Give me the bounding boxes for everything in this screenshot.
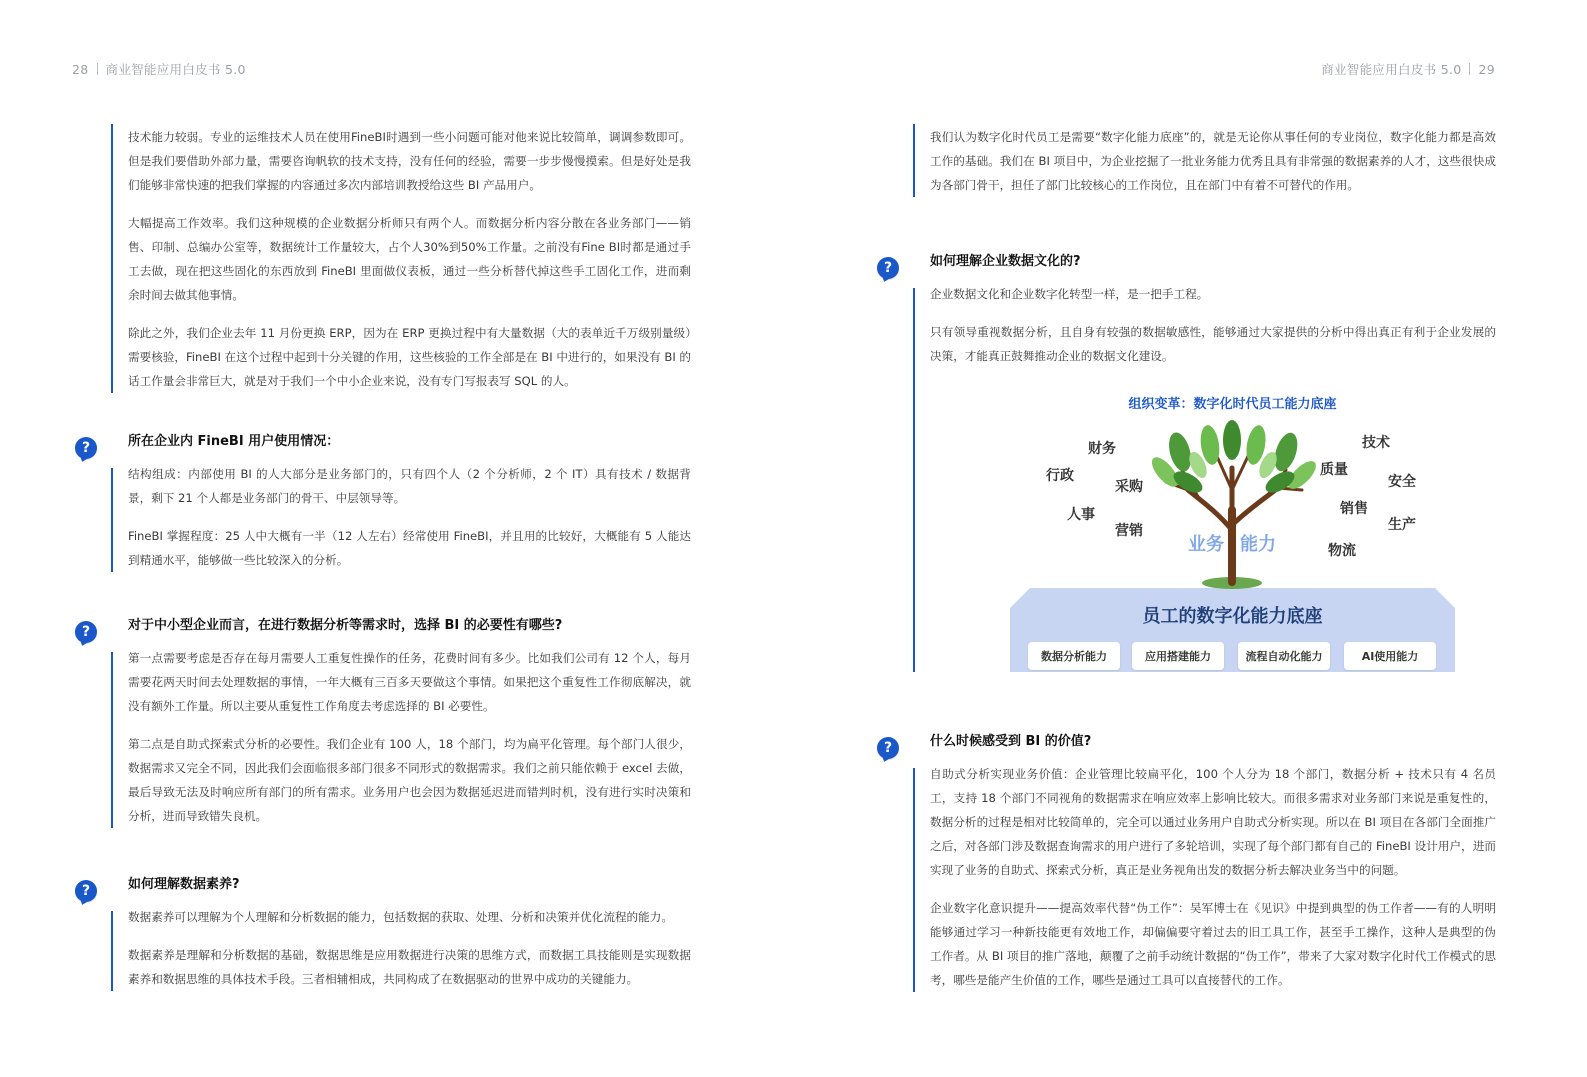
question-icon: ?: [75, 880, 97, 902]
capability-word: 质量: [1320, 462, 1348, 478]
paragraph: FineBI 掌握程度：25 人中大概有一半（12 人左右）经常使用 FineBI，并且用的比较好，大概能有 5 人能达到精通水平，能够做一些比较深入的分析。: [128, 529, 691, 567]
paragraph: 结构组成：内部使用 BI 的人大部分是业务部门的，只有四个人（2 个分析师，2 个 IT）具有技术 / 数据背景，剩下 21 个人都是业务部门的骨干、中层领导等。: [128, 467, 691, 505]
qa-section: [877, 732, 1496, 992]
capability-pill: 流程自动化能力: [1238, 642, 1330, 670]
accent-bar: [111, 468, 113, 572]
question-icon: ?: [877, 257, 899, 279]
right-header-title: 商业智能应用白皮书 5.0: [1321, 62, 1462, 77]
qa-section: [75, 875, 691, 991]
paragraph: 大幅提高工作效率。我们这种规模的企业数据分析师只有两个人。而数据分析内容分散在各业务部门——销售、印制、总编办公室等，数据统计工作量较大，占个人30%到50%工作量。之前没有Fine BI时都是通过手工去做，现在把这些固化的东西放到 FineBI 里面做仪表板，通过一些分析替代掉这些手工固化工作，进而剩余时间去做其他事情。: [128, 216, 691, 302]
qa-block: [111, 875, 691, 991]
accent-bar: [111, 652, 113, 828]
base-title: 员工的数字化能力底座: [1142, 606, 1323, 627]
paragraph: 第二点是自助式探索式分析的必要性。我们企业有 100 人，18 个部门，均为扁平化管理。每个部门人很少，数据需求又完全不同，因此我们会面临很多部门很多不同形式的数据需求。我们之前只能依赖于 excel 去做，最后导致无法及时响应所有部门的所有需求。业务用户也会因为数据延迟进而错判时机，没有进行实时决策和分析，进而导致错失良机。: [128, 737, 691, 823]
qa-section: [75, 432, 691, 572]
question-icon: ?: [75, 437, 97, 459]
question-title: 对于中小型企业而言，在进行数据分析等需求时，选择 BI 的必要性有哪些?: [128, 618, 563, 633]
question-title: 如何理解数据素养?: [128, 877, 240, 892]
qa-block: [111, 432, 691, 572]
capability-word: 营销: [1115, 523, 1143, 539]
core-label-left: 业务: [1188, 534, 1224, 555]
accent-bar: [913, 288, 915, 672]
paragraph: 第一点需要考虑是否存在每月需要人工重复性操作的任务，花费时间有多少。比如我们公司有 12 个人，每月需要花两天时间去处理数据的事情，一年大概有三百多天要做这个事情。如果把这个重复性工作彻底解决，就没有额外工作量。所以主要从重复性工作角度去考虑选择的 BI 必要性。: [128, 651, 691, 713]
paragraph: 只有领导重视数据分析，且自身有较强的数据敏感性，能够通过大家提供的分析中得出真正有利于企业发展的决策，才能真正鼓舞推动企业的数据文化建设。: [930, 325, 1496, 363]
left-header-title: 商业智能应用白皮书 5.0: [105, 62, 246, 77]
capability-word: 财务: [1088, 441, 1116, 457]
accent-bar: [111, 124, 113, 393]
question-title: 所在企业内 FineBI 用户使用情况：: [128, 434, 340, 449]
header-divider: [97, 63, 98, 75]
left-page-number: 28: [72, 62, 89, 77]
question-title: 如何理解企业数据文化的?: [930, 254, 1081, 269]
question-icon: ?: [877, 737, 899, 759]
capability-word: 采购: [1115, 479, 1143, 495]
paragraph: 企业数字化意识提升——提高效率代替“伪工作”：吴军博士在《见识》中提到典型的伪工作者——有的人明明能够通过学习一种新技能更有效地工作，却偏偏要守着过去的旧工具工作，甚至手工操作，这种人是典型的伪工作者。从 BI 项目的推广落地，颠覆了之前手动统计数据的“伪工作”，带来了大家对数字化时代工作模式的思考，哪些是能产生价值的工作，哪些是通过工具可以直接替代的工作。: [930, 901, 1496, 987]
paragraph: 除此之外，我们企业去年 11 月份更换 ERP，因为在 ERP 更换过程中有大量数据（大的表单近千万级别量级）需要核验，FineBI 在这个过程中起到十分关键的作用，这些核验的工作全部是在 BI 中进行的，如果没有 BI 的话工作量会非常巨大，就是对于我们一个中小企业来说，没有专门写报表写 SQL 的人。: [128, 326, 692, 388]
qa-block: [111, 616, 691, 828]
accent-bar: [913, 768, 915, 992]
paragraph: 数据素养是理解和分析数据的基础，数据思维是应用数据进行决策的思维方式，而数据工具技能则是实现数据素养和数据思维的具体技术手段。三者相辅相成，共同构成了在数据驱动的世界中成功的关键能力。: [128, 948, 691, 986]
capability-pill: 应用搭建能力: [1132, 642, 1224, 670]
right-page-header: [1321, 60, 1495, 78]
right-intro-block: [913, 124, 1496, 197]
right-page-number: 29: [1478, 62, 1495, 77]
tree-trunk: [1166, 452, 1302, 582]
capability-word: 销售: [1340, 501, 1368, 517]
paragraph: 自助式分析实现业务价值：企业管理比较扁平化，100 个人分为 18 个部门，数据分析 + 技术只有 4 名员工，支持 18 个部门不同视角的数据需求在响应效率上影响比较大。而很多需求对业务部门来说是重复性的，数据分析的过程是相对比较简单的，完全可以通过业务用户自助式分析实现。所以在 BI 项目在各部门全面推广之后，对各部门涉及数据查询需求的用户进行了多轮培训，实现了每个部门都有自己的 FineBI 设计用户，进而实现了业务的自助式、探索式分析，真正是业务视角出发的数据分析去解决业务当中的问题。: [930, 767, 1496, 877]
capability-word: 技术: [1362, 435, 1390, 451]
qa-block: [913, 732, 1496, 992]
paragraph: 数据素养可以理解为个人理解和分析数据的能力，包括数据的获取、处理、分析和决策并优化流程的能力。: [128, 910, 673, 924]
qa-section: [75, 616, 691, 828]
paragraph: 企业数据文化和企业数字化转型一样，是一把手工程。: [930, 287, 1209, 301]
capability-word: 行政: [1046, 468, 1074, 484]
capability-word: 安全: [1388, 474, 1416, 490]
core-label-right: 能力: [1240, 534, 1276, 555]
capability-pill: AI使用能力: [1344, 642, 1436, 670]
question-icon: ?: [75, 621, 97, 643]
capability-pill: 数据分析能力: [1028, 642, 1120, 670]
header-divider: [1469, 63, 1470, 75]
capability-word: 物流: [1328, 543, 1356, 559]
accent-bar: [913, 124, 915, 197]
accent-bar: [111, 911, 113, 991]
left-intro-block: [111, 124, 691, 393]
paragraph: 技术能力较弱。专业的运维技术人员在使用FineBI时遇到一些小问题可能对他来说比较简单，调调参数即可。但是我们要借助外部力量，需要咨询帆软的技术支持，没有任何的经验，需要一步步慢慢摸索。但是好处是我们能够非常快速的把我们掌握的内容通过多次内部培训教授给这些 BI 产品用户。: [128, 130, 691, 192]
paragraph: 我们认为数字化时代员工是需要“数字化能力底座”的，就是无论你从事任何的专业岗位，数字化能力都是高效工作的基础。我们在 BI 项目中，为企业挖掘了一批业务能力优秀且具有非常强的数据素养的人才，这些很快成为各部门骨干，担任了部门比较核心的工作岗位，且在部门中有着不可替代的作用。: [930, 130, 1496, 192]
capability-word: 人事: [1067, 507, 1095, 523]
capability-word: 生产: [1388, 517, 1416, 533]
diagram-title: 组织变革：数字化时代员工能力底座: [1128, 397, 1337, 412]
question-title: 什么时候感受到 BI 的价值?: [930, 734, 1092, 749]
capability-diagram: [1010, 390, 1455, 675]
left-page-header: [72, 60, 246, 78]
